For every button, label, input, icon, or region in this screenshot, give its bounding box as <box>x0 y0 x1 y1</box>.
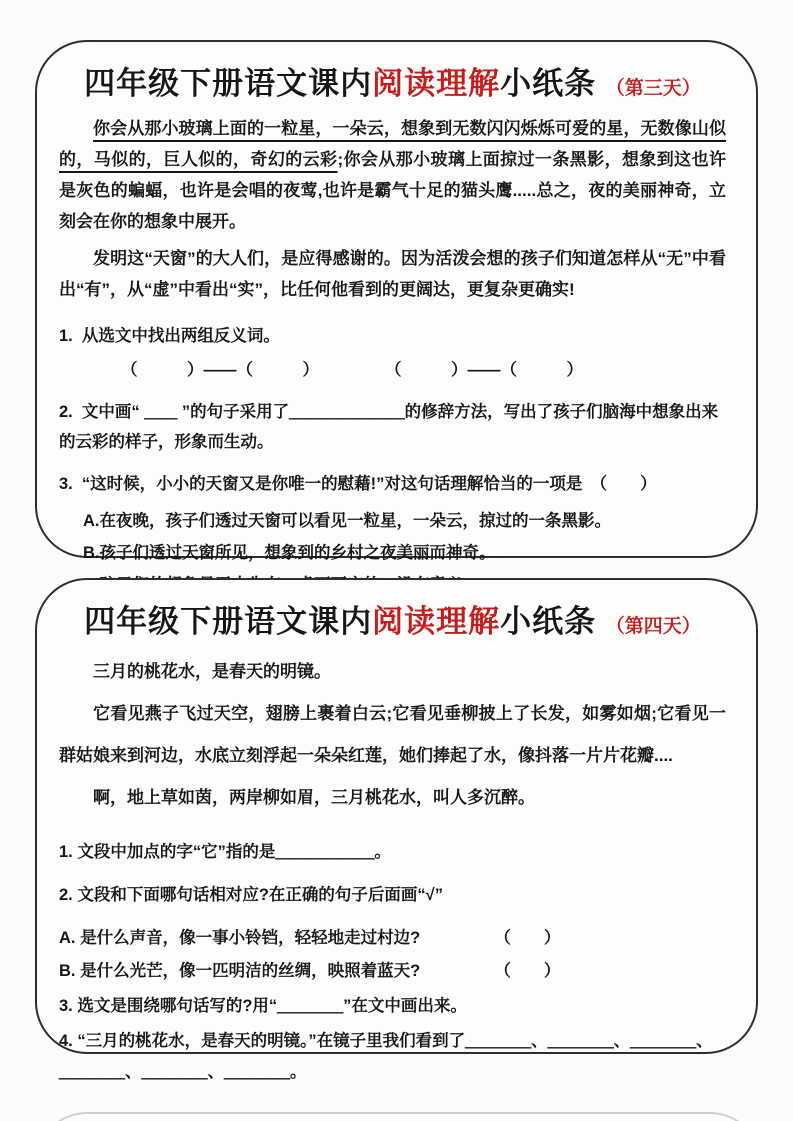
title-day-badge: （第三天） <box>605 78 701 99</box>
question-1-block <box>59 321 726 385</box>
title-highlight: 阅读理解 <box>372 66 501 101</box>
reading-passage-day4-paragraph2: 它看见燕子飞过天空，翅膀上裹着白云;它看见垂柳披上了长发，如雾如烟;它看见一群姑娘来到河边，水底立刻浮起一朵朵红莲，她们捧起了水，像抖落一片片花瓣.... <box>59 704 726 765</box>
question-1-text: 1. 文段中加点的字“它”指的是＿＿＿＿＿＿。 <box>59 843 391 861</box>
question-2-option-b: B. 是什么光芒，像一匹明洁的丝绸，映照着蓝天? （ ） <box>59 962 561 980</box>
paragraph1-rest: ;你会从那小玻璃上面掠过一条黑影，想象到这也许是灰色的蝙蝠，也许是会唱的夜莺,也许是霸气十足的猫头鹰.....总之，夜的美丽神奇，立刻会在你的想象中展开。 <box>59 150 726 231</box>
question-1-text: 1. 从选文中找出两组反义词。 <box>59 327 280 345</box>
question-4-text: 4. “三月的桃花水，是春天的明镜。”在镜子里我们看到了＿＿＿＿、＿＿＿＿、＿＿＿＿、＿＿＿＿、＿＿＿＿、＿＿＿＿。 <box>59 1032 713 1081</box>
question-2-text: 2. 文中画“ ＿＿ ”的句子采用了＿＿＿＿＿＿＿的修辞方法，写出了孩子们脑海中想象出来的云彩的样子，形象而生动。 <box>59 403 719 451</box>
title-suffix: 小纸条 <box>500 604 597 639</box>
worksheet-card-day4 <box>35 578 758 1081</box>
question-3-text: 3. 选文是围绕哪句话写的?用“＿＿＿＿”在文中画出来。 <box>59 997 467 1015</box>
question-3-option-a: A.在夜晚，孩子们透过天窗可以看见一粒星，一朵云，掠过的一条黑影。 <box>83 512 611 530</box>
worksheet-card-day3 <box>35 40 758 562</box>
question-2-option-a: A. 是什么声音，像一事小铃铛，轻轻地走过村边? （ ） <box>59 929 561 947</box>
title-suffix: 小纸条 <box>500 66 597 101</box>
question-1-answer-blanks: （ ）——（ ） （ ）——（ ） <box>121 361 583 379</box>
underlined-sentence: 你会从那小玻璃上面的一粒星，一朵云，想象到无数闪闪烁烁可爱的星，无数像山似的，马似的，巨人似的，奇幻的云彩 <box>59 119 726 169</box>
reading-passage-day3-paragraph1 <box>59 113 726 237</box>
title-day-badge: （第四天） <box>605 616 701 637</box>
reading-passage-day4-paragraph3: 啊，地上草如茵，两岸柳如眉，三月桃花水，叫人多沉醉。 <box>93 788 535 807</box>
question-3-text: 3. “这时候，小小的天窗又是你唯一的慰藉!”对这句话理解恰当的一项是 （ ） <box>59 475 657 493</box>
title-prefix: 四年级下册语文课内 <box>84 604 373 639</box>
card-title-day3 <box>59 58 726 103</box>
question-3-option-b: B.孩子们透过天窗所见，想象到的乡村之夜美丽而神奇。 <box>83 544 496 562</box>
title-prefix: 四年级下册语文课内 <box>84 66 373 101</box>
reading-passage-day4-paragraph1: 三月的桃花水，是春天的明镜。 <box>93 662 331 681</box>
next-card-top-edge <box>35 1112 762 1121</box>
reading-passage-day3-paragraph2: 发明这“天窗”的大人们，是应得感谢的。因为活泼会想的孩子们知道怎样从“无”中看出“有”，从“虚”中看出“实”，比任何他看到的更阔达，更复杂更确实! <box>59 249 726 299</box>
title-highlight: 阅读理解 <box>372 604 501 639</box>
question-2-text: 2. 文段和下面哪句话相对应?在正确的句子后面画“√” <box>59 886 443 904</box>
card-title-day4 <box>59 596 726 641</box>
